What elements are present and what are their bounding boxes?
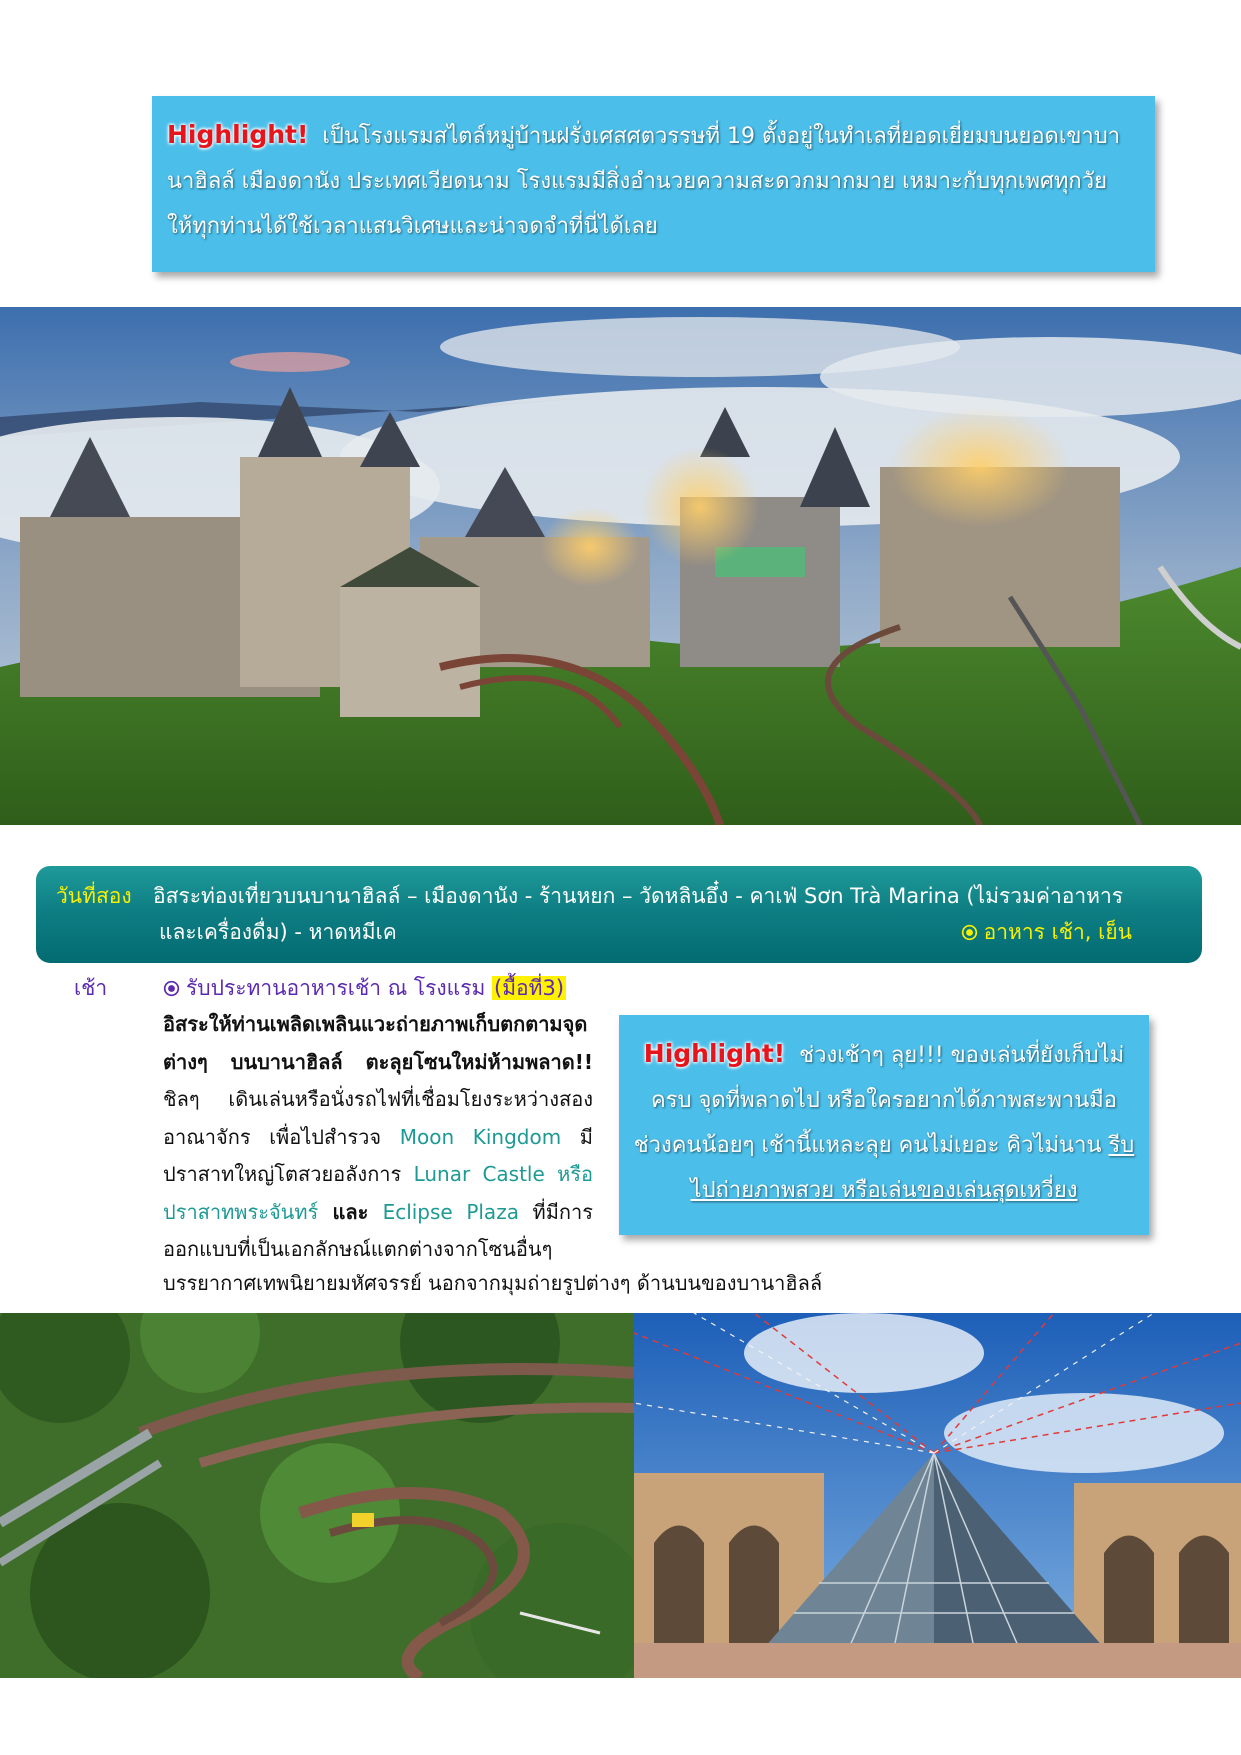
highlight-text: ช่วงเช้าๆ ลุย!!! ของเล่นที่ยังเก็บไม่ครบ จุดที่พลาดไป หรือใครอยากได้ภาพสะพานมือ ช่วงคนน้อยๆ เช้านี้แหละลุย คนไม่เยอะ คิวไม่นาน (633, 1043, 1125, 1158)
bana-hills-castle-photo (0, 307, 1241, 825)
day-description (163, 1006, 593, 1269)
description-last-line: บรรยากาศเทพนิยายมหัศจรรย์ นอกจากมุมถ่ายรูปต่างๆ ด้านบนของบานาฮิลล์ (163, 1271, 823, 1295)
eclipse-plaza-name: Eclipse Plaza (382, 1199, 519, 1224)
time-label-morning: เช้า (74, 976, 108, 1000)
day-title-line-2: และเครื่องดื่ม) - หาดหมีเค (159, 920, 397, 944)
highlight-underlined-text: รีบไปถ่ายภาพสวย หรือเล่นของเล่นสุดเหวี่ยง (690, 1133, 1135, 1203)
description-part-3: และ (318, 1199, 383, 1224)
eclipse-plaza-pyramid-photo (634, 1313, 1241, 1678)
top-highlight-box (152, 96, 1155, 272)
day-meals-text: อาหาร เช้า, เย็น (983, 920, 1132, 944)
highlight-label: Highlight! (643, 1039, 786, 1068)
description-part-2: มีปราสาทใหญ่โตสวยอลังการ (163, 1124, 593, 1186)
morning-meal (163, 972, 566, 1005)
alpine-coaster-photo (0, 1313, 634, 1678)
meal-icon (961, 924, 978, 941)
lunar-castle-name: Lunar Castle หรือปราสาทพระจันทร์ (163, 1162, 594, 1224)
day-two-banner (36, 866, 1202, 963)
day-title-line-1: อิสระท่องเที่ยวบนบานาฮิลล์ – เมืองดานัง - ร้านหยก – วัดหลินอึ๋ง - คาเฟ่ Sơn Trà Marina (ไม่รวมค่าอาหาร (153, 884, 1124, 908)
meal-count-badge: (มื้อที่3) (494, 976, 565, 1000)
description-intro: อิสระให้ท่านเพลิดเพลินแวะถ่ายภาพเก็บตกตามจุดต่างๆ บนบานาฮิลล์ ตะลุยโซนใหม่ห้ามพลาด!! (163, 1012, 593, 1074)
description-part-1: ชิลๆ เดินเล่นหรือนั่งรถไฟที่เชื่อมโยงระหว่างสองอาณาจักร เพื่อไปสำรวจ (163, 1087, 593, 1149)
side-highlight-box (619, 1015, 1149, 1235)
day-meals (961, 916, 1132, 949)
morning-meal-text: รับประทานอาหารเช้า ณ โรงแรม (186, 976, 493, 1000)
moon-kingdom-name: Moon Kingdom (399, 1124, 562, 1149)
highlight-text: เป็นโรงแรมสไตล์หมู่บ้านฝรั่งเศสศตวรรษที่ 19 ตั้งอยู่ในทำเลที่ยอดเยี่ยมบนยอดเขาบานาฮิลล์ เมืองดานัง ประเทศเวียดนาม โรงแรมมีสิ่งอำนวยความสะดวกมากมาย เหมาะกับทุกเพศทุกวัย ให้ทุกท่านได้ใช้เวลาแสนวิเศษและน่าจดจำที่นี่ได้เลย (167, 124, 1121, 239)
description-part-4: ที่มีการออกแบบที่เป็นเอกลักษณ์แตกต่างจากโซนอื่นๆ (163, 1199, 593, 1261)
highlight-label: Highlight! (167, 120, 309, 149)
meal-icon (163, 980, 180, 997)
day-label: วันที่สอง (56, 884, 132, 908)
